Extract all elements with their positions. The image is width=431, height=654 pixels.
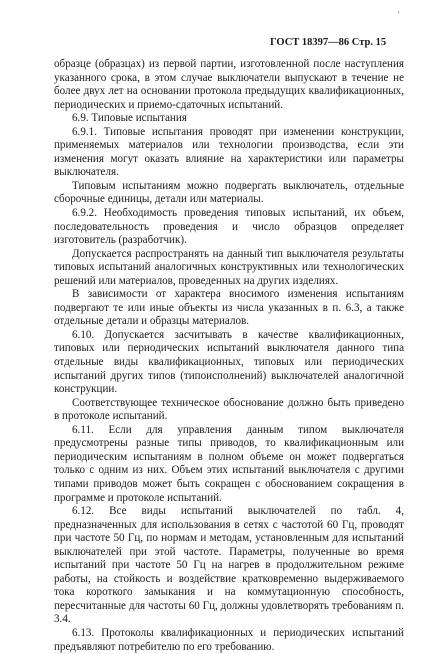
paragraph-6-12: 6.12. Все виды испытаний выключателей по табл. 4, предназначенных для использования в сетях с частотой 60 Гц, проводят при частоте 50 Гц, по нормам и методам, установленным для испытаний выключателей при этой частоте. Параметры, полученные во время испытаний при частоте 50 Гц на нагрев в продолжительном режиме работы, на стойкость и воздействие кратковременно выдерживаемого тока короткого замыкания и на коммутационную способность, пересчитанные для частоты 60 Гц, должны удовлетворять требованиям п. 3.4.	[54, 505, 404, 626]
paragraph-6-9-1: 6.9.1. Типовые испытания проводят при изменении конструкции, применяемых материалов или технологии производства, если эти изменения могут оказать влияние на характеристики или параметры выключателя.	[54, 125, 404, 179]
paragraph-6-11: 6.11. Если для управления данным типом выключателя предусмотрены разные типы приводов, то квалификационным или периодическим испытаниям в полном объеме он может подвергаться только с одним из них. Объем этих испытаний выключателя с другими типами приводов может быть сокращен с обоснованием сокращения в программе и протоколе испытаний.	[54, 423, 404, 504]
paragraph-6-9-2: 6.9.2. Необходимость проведения типовых испытаний, их объем, последовательность проведения и число образцов определяет изготовитель (разработчик).	[54, 207, 404, 247]
corner-mark: '	[398, 10, 400, 20]
document-body	[54, 58, 404, 654]
paragraph-continuation: образце (образцах) из первой партии, изготовленной после наступления указанного срока, в этом случае выключатели выпускают в течение не более двух лет на основании протокола предыдущих квалификационных, периодических и приемо-сдаточных испытаний.	[54, 58, 404, 111]
paragraph-justification: Соответствующее техническое обоснование должно быть приведено в протоколе испытаний.	[54, 396, 404, 423]
paragraph-6-10: 6.10. Допускается засчитывать в качестве квалификационных, типовых или периодических испытаний выключателя данного типа отдельные виды квалификационных, типовых или периодических испытаний других типов (типоисполнений) выключателей аналогичной конструкции.	[54, 328, 404, 396]
page-header: ГОСТ 18397—86 Стр. 15	[270, 37, 387, 48]
paragraph-change-dependence: В зависимости от характера вносимого изменения испытаниям подвергают те или иные объекты из числа указанных в п. 6.3, а также отдельные детали и образцы материалов.	[54, 288, 404, 328]
paragraph-6-13: 6.13. Протоколы квалификационных и периодических испытаний предъявляют потребителю по его требованию.	[54, 626, 404, 653]
paragraph-results-extension: Допускается распространять на данный тип выключателя результаты типовых испытаний аналогичных конструктивных или технологических решений или материалов, проведенных на других изделиях.	[54, 247, 404, 287]
section-heading-6-9: 6.9. Типовые испытания	[72, 112, 187, 125]
paragraph-typical-objects: Типовым испытаниям можно подвергать выключатель, отдельные сборочные единицы, детали или материалы.	[54, 179, 404, 206]
